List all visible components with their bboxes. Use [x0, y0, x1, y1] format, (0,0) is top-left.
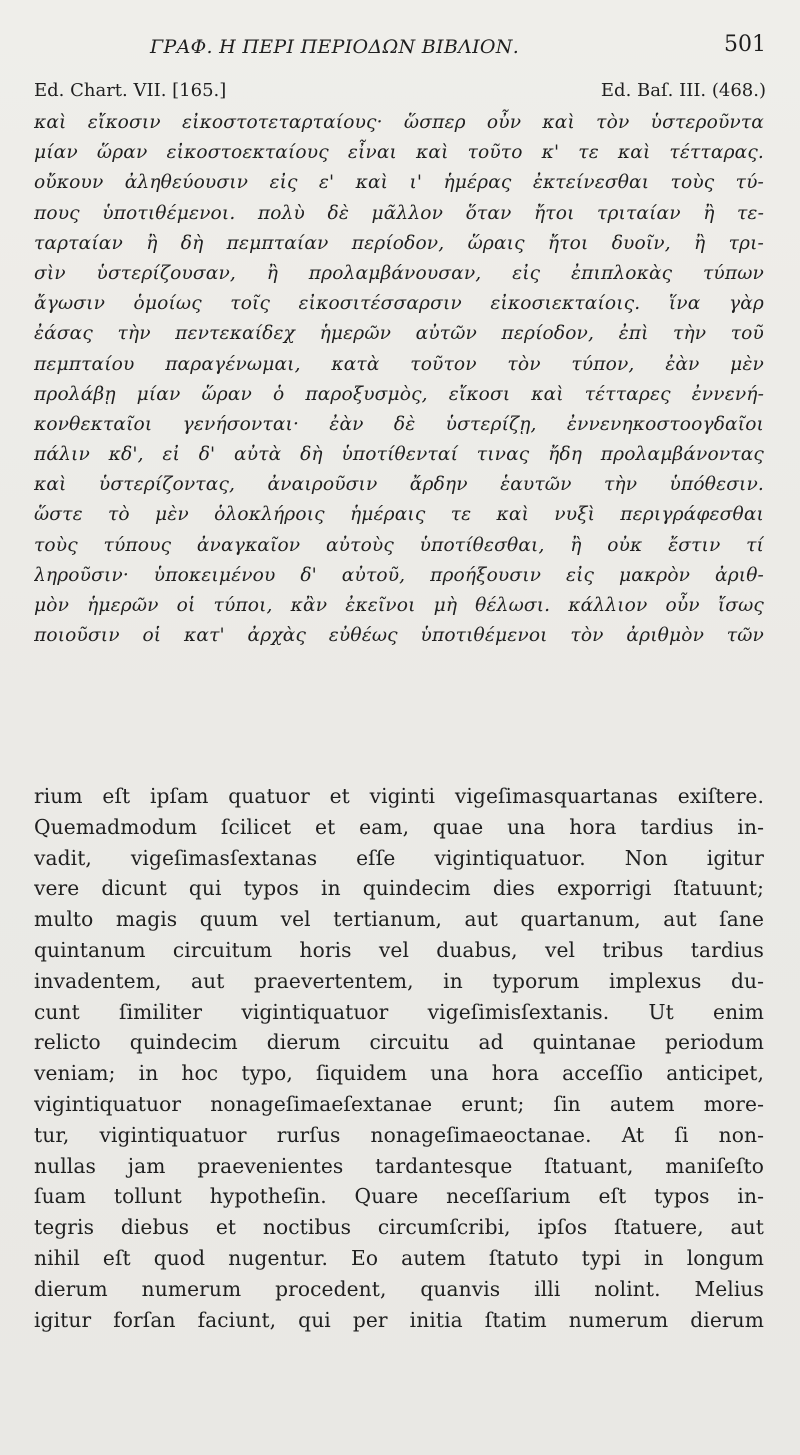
- latin-line: nihil eſt quod nugentur. Eo autem ſtatuto typi in longum: [34, 1245, 764, 1270]
- latin-line: dierum numerum procedent, quanvis illi nolint. Melius: [34, 1276, 764, 1301]
- greek-line: ἄγωσιν ὁμοίως τοῖς εἰκοσιτέσσαρσιν εἰκοσιεκταίοις. ἵνα γὰρ: [34, 293, 764, 315]
- latin-line: vigintiquatuor nonageſimaeſextanae erunt; ſin autem more-: [34, 1091, 764, 1116]
- greek-line: σὶν ὑστερίζουσαν, ἢ προλαμβάνουσαν, εἰς ἐπιπλοκὰς τύπων: [34, 262, 764, 284]
- latin-line: igitur forſan faciunt, qui per initia ſtatim numerum dierum: [34, 1307, 764, 1332]
- greek-line: τοὺς τύπους ἀναγκαῖον αὐτοὺς ὑποτίθεσθαι, ἢ οὐκ ἔστιν τί: [34, 534, 764, 556]
- edition-reference-basel: Ed. Baſ. III. (468.): [600, 80, 766, 101]
- greek-line: κονθεκταῖοι γενήσονται· ἐὰν δὲ ὑστερίζῃ, ἐννενηκοστοογδαῖοι: [34, 413, 764, 435]
- latin-line: tegris diebus et noctibus circumſcribi, ipſos ſtatuere, aut: [34, 1215, 764, 1240]
- greek-line: μὸν ἡμερῶν οἱ τύποι, κἂν ἐκεῖνοι μὴ θέλωσι. κάλλιον οὖν ἴσως: [34, 595, 764, 616]
- greek-line: πεμπταίου παραγένωμαι, κατὰ τοῦτον τὸν τύπον, ἐὰν μὲν: [34, 353, 764, 375]
- greek-line: ληροῦσιν· ὑποκειμένου δ' αὐτοῦ, προήξουσιν εἰς μακρὸν ἀριθ-: [34, 564, 764, 586]
- latin-line: Quemadmodum ſcilicet et eam, quae una hora tardius in-: [34, 814, 764, 839]
- latin-line: rium eſt ipſam quatuor et viginti vigeſimasquartanas exiſtere.: [34, 784, 764, 808]
- section-gap: [0, 742, 800, 780]
- latin-line: invadentem, aut praevertentem, in typorum implexus du-: [34, 968, 764, 993]
- greek-line: πάλιν κδ', εἰ δ' αὐτὰ δὴ ὑποτίθενταί τινας ἤδη προλαμβάνοντας: [34, 444, 764, 466]
- latin-line: quintanum circuitum horis vel duabus, vel tribus tardius: [34, 937, 764, 962]
- greek-line: ἐάσας τὴν πεντεκαίδεχ ἡμερῶν αὐτῶν περίοδον, ἐπὶ τὴν τοῦ: [34, 323, 764, 345]
- latin-line: cunt ſimiliter vigintiquatuor vigeſimisſextanis. Ut enim: [34, 999, 764, 1024]
- greek-line: οὔκουν ἀληθεύουσιν εἰς ε' καὶ ι' ἡμέρας ἐκτείνεσθαι τοὺς τύ-: [34, 172, 764, 194]
- latin-line: veniam; in hoc typo, ſiquidem una hora acceſſio anticipet,: [34, 1061, 764, 1086]
- edition-reference-row: [34, 80, 766, 104]
- latin-line: nullas jam praevenientes tardantesque ſtatuant, maniſeſto: [34, 1153, 764, 1178]
- greek-text-block: [34, 108, 764, 651]
- greek-line: καὶ ὑστερίζοντας, ἀναιροῦσιν ἄρδην ἑαυτῶν τὴν ὑπόθεσιν.: [34, 474, 764, 496]
- running-title: ΓΡΑΦ. Η ΠΕΡΙ ΠΕΡΙΟΔΩΝ ΒΙΒΛΙΟΝ.: [150, 36, 520, 58]
- greek-line: ποιοῦσιν οἱ κατ' ἀρχὰς εὐθέως ὑποτιθέμενοι τὸν ἀριθμὸν τῶν: [34, 625, 764, 647]
- latin-line: tur, vigintiquatuor rurſus nonageſimaeoctanae. At ſi non-: [34, 1122, 764, 1147]
- latin-line: relicto quindecim dierum circuitu ad quintanae periodum: [34, 1030, 764, 1055]
- greek-line: ὥστε τὸ μὲν ὁλοκλήροις ἡμέραις τε καὶ νυξὶ περιγράφεσθαι: [34, 504, 764, 526]
- edition-reference-chartier: Ed. Chart. VII. [165.]: [34, 80, 227, 101]
- latin-line: vere dicunt qui typos in quindecim dies exporrigi ſtatuunt;: [34, 876, 764, 901]
- greek-line: προλάβῃ μίαν ὥραν ὁ παροξυσμὸς, εἴκοσι καὶ τέτταρες ἐννενή-: [34, 383, 764, 405]
- latin-line: vadit, vigeſimasſextanas eſſe vigintiquatuor. Non igitur: [34, 845, 764, 870]
- page-header: [0, 22, 800, 66]
- greek-line: μίαν ὥραν εἰκοστοεκταίους εἶναι καὶ τοῦτο κ' τε καὶ τέτταρας.: [34, 142, 764, 164]
- greek-line: καὶ εἴκοσιν εἰκοστοτεταρταίους· ὥσπερ οὖν καὶ τὸν ὑστεροῦντα: [34, 112, 764, 133]
- greek-line: ταρταίαν ἢ δὴ πεμπταίαν περίοδον, ὥραις ἤτοι δυοῖν, ἢ τρι-: [34, 232, 764, 254]
- latin-text-block: [34, 781, 764, 1335]
- latin-line: multo magis quum vel tertianum, aut quartanum, aut ſane: [34, 907, 764, 932]
- latin-line: ſuam tollunt hypotheſin. Quare neceſſarium eſt typos in-: [34, 1184, 764, 1209]
- page-number: 501: [724, 32, 766, 57]
- greek-line: πους ὑποτιθέμενοι. πολὺ δὲ μᾶλλον ὅταν ἤτοι τριταίαν ἢ τε-: [34, 202, 764, 224]
